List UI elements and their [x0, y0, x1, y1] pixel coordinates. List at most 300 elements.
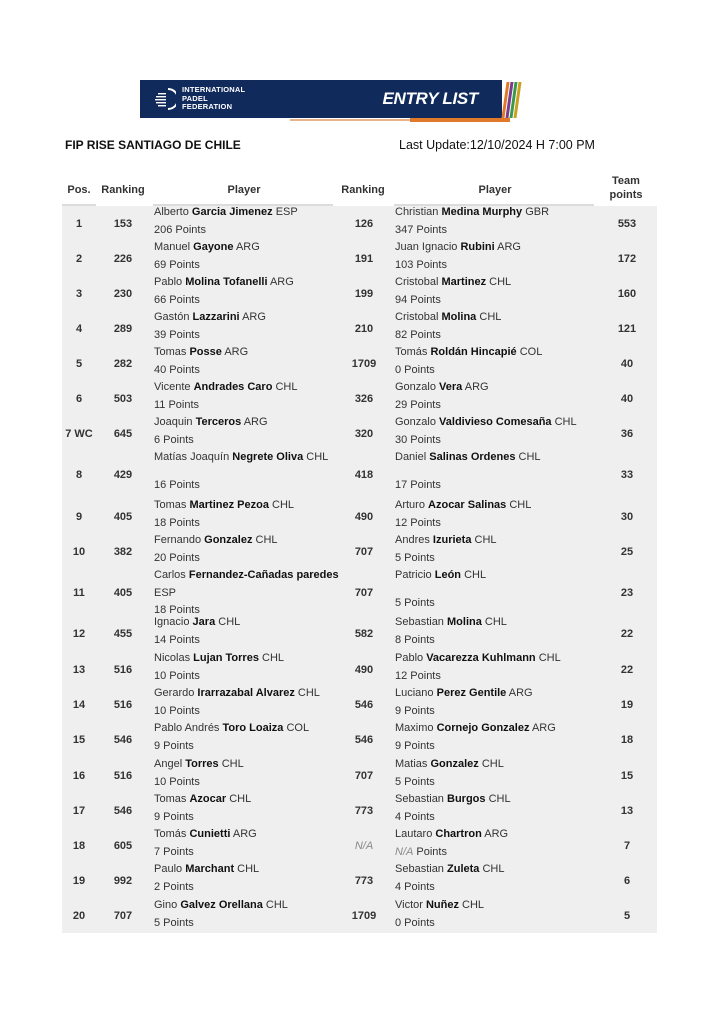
first-name: Pablo — [154, 276, 183, 288]
points-value: 10 Points — [154, 704, 200, 717]
player-name — [395, 897, 600, 915]
last-name: Martinez Pezoa — [189, 499, 269, 511]
team-points: 25 — [620, 546, 634, 558]
country-code: CHL — [538, 652, 561, 664]
team-points: 5 — [623, 910, 631, 922]
ranking-player-1: 455 — [113, 628, 133, 640]
position: 5 — [75, 358, 83, 370]
first-name: Fernando — [154, 534, 202, 546]
ranking-player-1: 546 — [113, 805, 133, 817]
player-points — [154, 222, 344, 240]
player-p2 — [395, 204, 600, 239]
ranking-player-2: 320 — [354, 428, 374, 440]
player-p2 — [395, 791, 600, 826]
ranking-player-2: 546 — [354, 734, 374, 746]
last-name: Gayone — [193, 241, 234, 253]
country-code: CHL — [221, 758, 244, 770]
player-p2 — [395, 274, 600, 309]
last-name: Nuñez — [425, 899, 459, 911]
position: 9 — [75, 511, 83, 523]
player-p1 — [154, 720, 344, 755]
country-code: CHL — [262, 652, 285, 664]
player-p1 — [154, 826, 344, 861]
points-value: 18 Points — [154, 516, 200, 529]
player-points — [154, 327, 344, 345]
player-p2 — [395, 449, 600, 494]
points-value: 18 Points — [154, 604, 200, 616]
country-code: ARG — [497, 241, 521, 253]
ranking-player-1: 546 — [113, 734, 133, 746]
player-points — [154, 550, 344, 568]
ranking-player-2: 490 — [354, 664, 374, 676]
last-name: Vacarezza Kuhlmann — [426, 652, 536, 664]
points-value: 40 Points — [154, 363, 200, 376]
player-p1 — [154, 861, 344, 896]
player-p2 — [395, 614, 600, 649]
team-points: 36 — [620, 428, 634, 440]
position: 20 — [72, 910, 86, 922]
player-name — [395, 414, 600, 432]
table-row — [62, 793, 657, 828]
table-row — [62, 616, 657, 652]
player-p1 — [154, 344, 344, 379]
country-code: ARG — [235, 241, 260, 253]
table-row — [62, 758, 657, 793]
points-value: 206 Points — [154, 223, 206, 236]
first-name: Maximo — [395, 722, 434, 734]
ranking-player-2: 490 — [354, 511, 374, 523]
country-code: CHL — [229, 793, 252, 805]
player-name — [395, 756, 600, 774]
first-name: Matias — [395, 758, 428, 770]
ranking-player-2: 418 — [354, 469, 374, 481]
last-name: Valdivieso Comesaña — [439, 416, 552, 428]
player-name — [154, 756, 344, 774]
points-value: 9 Points — [154, 810, 194, 823]
player-name — [395, 204, 600, 222]
ranking-player-1: 230 — [113, 288, 133, 300]
country-code: ARG — [464, 381, 489, 393]
player-p2 — [395, 344, 600, 379]
points-value: 14 Points — [154, 633, 200, 646]
player-p1 — [154, 650, 344, 685]
player-points — [395, 222, 600, 240]
team-points: 121 — [617, 323, 637, 335]
player-p2 — [395, 309, 600, 344]
last-name: Negrete Oliva — [232, 451, 304, 463]
player-p2 — [395, 826, 600, 861]
last-name: Zuleta — [447, 863, 480, 875]
banner-orange-stripe — [410, 118, 510, 122]
ranking-player-1: 405 — [113, 587, 133, 599]
player-p1 — [154, 497, 344, 532]
country-code: ARG — [269, 276, 294, 288]
player-points — [154, 703, 344, 721]
last-name: Burgos — [447, 793, 486, 805]
entry-list-title: ENTRY LIST — [382, 89, 478, 108]
ranking-player-1: 516 — [113, 664, 133, 676]
last-name: Vera — [439, 381, 463, 393]
last-name: Terceros — [195, 416, 242, 428]
player-p1 — [154, 756, 344, 791]
player-p2 — [395, 897, 600, 932]
team-points: 22 — [620, 628, 634, 640]
player-p2 — [395, 650, 600, 685]
first-name: Gonzalo — [395, 381, 436, 393]
last-name: Roldán Hincapié — [430, 346, 517, 358]
table-row — [62, 241, 657, 276]
position: 10 — [72, 546, 86, 558]
tournament-name: FIP RISE SANTIAGO DE CHILE — [65, 138, 241, 152]
team-points: 6 — [623, 875, 631, 887]
position: 13 — [72, 664, 86, 676]
player-p1 — [154, 204, 344, 239]
team-points: 40 — [620, 393, 634, 405]
position: 8 — [75, 469, 83, 481]
ranking-player-2: 1709 — [351, 358, 377, 370]
table-row — [62, 276, 657, 311]
first-name: Lautaro — [395, 828, 433, 840]
country-code: CHL — [275, 381, 298, 393]
last-name: Perez Gentile — [436, 687, 507, 699]
ranking-player-2: N/A — [354, 840, 374, 852]
player-name — [395, 309, 600, 327]
player-points — [395, 595, 600, 613]
player-name — [395, 532, 600, 550]
team-points: 19 — [620, 699, 634, 711]
player-points — [395, 915, 600, 933]
last-name: Jara — [192, 616, 216, 628]
last-name: Galvez Orellana — [180, 899, 263, 911]
player-p2 — [395, 685, 600, 720]
player-p1 — [154, 414, 344, 449]
player-points — [395, 362, 600, 380]
last-name: Molina — [447, 616, 482, 628]
ranking-player-1: 516 — [113, 699, 133, 711]
points-value: 5 Points — [395, 775, 435, 788]
country-code: ESP — [275, 206, 298, 218]
first-name: Arturo — [395, 499, 425, 511]
ranking-player-2: 210 — [354, 323, 374, 335]
ranking-player-1: 382 — [113, 546, 133, 558]
header-ranking-2: Ranking — [341, 184, 385, 196]
country-code: CHL — [218, 616, 241, 628]
points-value: 29 Points — [395, 398, 441, 411]
last-name: Toro Loaiza — [222, 722, 284, 734]
player-p2 — [395, 567, 600, 612]
last-name: Andrades Caro — [193, 381, 273, 393]
player-name — [154, 274, 344, 292]
player-points — [395, 632, 600, 650]
player-name — [395, 791, 600, 809]
player-points — [154, 738, 344, 756]
points-value: 0 Points — [395, 916, 435, 929]
player-p1 — [154, 449, 344, 494]
player-name — [154, 414, 344, 432]
points-value: 9 Points — [395, 739, 435, 752]
ranking-player-2: 126 — [354, 218, 374, 230]
player-name — [395, 274, 600, 292]
player-p2 — [395, 379, 600, 414]
position: 7 WC — [65, 428, 93, 440]
fip-logo-text: INTERNATIONAL PADEL FEDERATION — [182, 85, 246, 111]
player-name — [395, 567, 600, 585]
last-name: Cunietti — [189, 828, 231, 840]
first-name: Pablo Andrés — [154, 722, 220, 734]
country-code: ARG — [242, 311, 266, 323]
last-name: Salinas Ordenes — [429, 451, 516, 463]
last-name: Posse — [189, 346, 222, 358]
player-name — [395, 861, 600, 879]
player-points — [395, 550, 600, 568]
country-code: ARG — [243, 416, 268, 428]
player-p1 — [154, 274, 344, 309]
points-value: 66 Points — [154, 293, 200, 306]
first-name: Alberto — [154, 206, 189, 218]
player-name — [395, 497, 600, 515]
last-name: Torres — [185, 758, 219, 770]
player-p1 — [154, 532, 344, 567]
last-update: Last Update:12/10/2024 H 7:00 PM — [399, 138, 595, 152]
last-name: Izurieta — [432, 534, 472, 546]
points-value: 12 Points — [395, 516, 441, 529]
player-p1 — [154, 897, 344, 932]
player-points — [154, 844, 344, 862]
first-name: Tomas — [154, 793, 187, 805]
country-code: CHL — [297, 687, 320, 699]
country-code: COL — [286, 722, 310, 734]
position: 16 — [72, 770, 86, 782]
first-name: Daniel — [395, 451, 427, 463]
first-name: Ignacio — [154, 616, 190, 628]
player-points — [154, 668, 344, 686]
table-row — [62, 652, 657, 687]
points-value: 11 Points — [154, 398, 200, 411]
country-code: CHL — [464, 569, 487, 581]
player-name — [154, 497, 344, 515]
ranking-player-1: 992 — [113, 875, 133, 887]
ranking-player-2: 707 — [354, 587, 374, 599]
player-points — [154, 397, 344, 415]
last-name: Azocar Salinas — [428, 499, 507, 511]
country-code: ARG — [484, 828, 509, 840]
country-code: ESP — [154, 586, 177, 599]
last-name: Cornejo Gonzalez — [436, 722, 530, 734]
first-name: Tomas — [154, 499, 187, 511]
country-code: ARG — [224, 346, 249, 358]
team-points: 40 — [620, 358, 634, 370]
first-name: Nicolas — [154, 652, 191, 664]
last-name: Gonzalez — [204, 534, 253, 546]
player-name — [154, 826, 344, 844]
first-name: Patricio — [395, 569, 432, 581]
table-row — [62, 206, 657, 241]
position: 19 — [72, 875, 86, 887]
player-p1 — [154, 379, 344, 414]
position: 3 — [75, 288, 83, 300]
country-code: CHL — [474, 534, 497, 546]
player-p1 — [154, 791, 344, 826]
position: 2 — [75, 253, 83, 265]
points-value: 82 Points — [395, 328, 441, 341]
first-name: Tomás — [395, 346, 428, 358]
first-name: Pablo — [395, 652, 424, 664]
table-row — [62, 499, 657, 534]
position: 4 — [75, 323, 83, 335]
player-points — [395, 477, 600, 495]
player-name — [395, 449, 600, 467]
points-value: 347 Points — [395, 223, 447, 236]
first-name: Tomás — [154, 828, 187, 840]
player-name — [395, 685, 600, 703]
player-p2 — [395, 861, 600, 896]
first-name: Tomas — [154, 346, 187, 358]
team-points: 23 — [620, 587, 634, 599]
points-value: 17 Points — [395, 478, 441, 491]
ranking-player-1: 405 — [113, 511, 133, 523]
last-name: Rubini — [460, 241, 495, 253]
player-points — [395, 844, 600, 862]
table-row — [62, 381, 657, 416]
last-name: Fernandez-Cañadas paredes — [188, 569, 339, 581]
position: 14 — [72, 699, 86, 711]
country-code: ARG — [232, 828, 257, 840]
player-points — [154, 632, 344, 650]
first-name: Sebastian — [395, 863, 444, 875]
points-value: 0 Points — [395, 363, 435, 376]
header-ranking-1: Ranking — [101, 184, 145, 196]
banner-color-stripes — [502, 82, 522, 120]
country-code: COL — [519, 346, 543, 358]
table-row — [62, 569, 657, 616]
ranking-player-1: 516 — [113, 770, 133, 782]
player-p2 — [395, 497, 600, 532]
team-points: 33 — [620, 469, 634, 481]
country-code: CHL — [489, 276, 512, 288]
points-value: 9 Points — [154, 739, 194, 752]
first-name: Victor — [395, 899, 423, 911]
player-name — [154, 861, 344, 879]
ranking-player-2: 582 — [354, 628, 374, 640]
player-name — [395, 344, 600, 362]
player-points — [154, 362, 344, 380]
country-code: CHL — [479, 311, 502, 323]
header-team-points: Team points — [609, 175, 643, 201]
country-code: CHL — [488, 793, 511, 805]
points-value: 5 Points — [395, 596, 435, 609]
player-name — [154, 344, 344, 362]
table-row — [62, 311, 657, 346]
player-name — [154, 239, 344, 257]
position: 1 — [75, 218, 83, 230]
first-name: Angel — [154, 758, 183, 770]
table-row — [62, 346, 657, 381]
table-row — [62, 534, 657, 569]
table-row — [62, 899, 657, 933]
country-code: CHL — [554, 416, 577, 428]
first-name: Gino — [154, 899, 178, 911]
points-value: 30 Points — [395, 433, 441, 446]
ranking-player-2: 707 — [354, 546, 374, 558]
position: 18 — [72, 840, 86, 852]
player-points — [395, 327, 600, 345]
ranking-player-2: 546 — [354, 699, 374, 711]
last-name: Medina Murphy — [441, 206, 523, 218]
player-name — [154, 309, 344, 327]
country-code: CHL — [237, 863, 260, 875]
team-points: 22 — [620, 664, 634, 676]
last-name: Molina Tofanelli — [185, 276, 268, 288]
player-p1 — [154, 239, 344, 274]
points-value: 103 Points — [395, 258, 447, 271]
player-name — [395, 614, 600, 632]
player-points — [395, 703, 600, 721]
last-name: Martinez — [441, 276, 487, 288]
player-points — [154, 915, 344, 933]
player-name — [154, 449, 344, 467]
header-player-1: Player — [227, 184, 261, 196]
entry-list-banner — [140, 80, 522, 122]
player-points — [395, 774, 600, 792]
position: 17 — [72, 805, 86, 817]
country-code: ARG — [531, 722, 556, 734]
last-name: Garcia Jimenez — [191, 206, 273, 218]
last-name: Azocar — [189, 793, 227, 805]
first-name: Manuel — [154, 241, 191, 253]
ranking-player-1: 707 — [113, 910, 133, 922]
last-name: Lazzarini — [192, 311, 240, 323]
last-name: Lujan Torres — [193, 652, 259, 664]
points-value: 94 Points — [395, 293, 441, 306]
player-points — [395, 432, 600, 450]
team-points: 160 — [617, 288, 637, 300]
player-points — [154, 432, 344, 450]
first-name: Matías Joaquín — [154, 451, 230, 463]
country-code: CHL — [265, 899, 288, 911]
position: 15 — [72, 734, 86, 746]
ranking-player-1: 153 — [113, 218, 133, 230]
ranking-player-1: 645 — [113, 428, 133, 440]
player-p2 — [395, 532, 600, 567]
table-row — [62, 451, 657, 499]
player-points — [154, 515, 344, 533]
player-name — [154, 532, 344, 550]
ranking-player-2: 199 — [354, 288, 374, 300]
table-row — [62, 828, 657, 863]
points-value: 16 Points — [154, 478, 200, 491]
ranking-player-1: 429 — [113, 469, 133, 481]
first-name: Gastón — [154, 311, 190, 323]
player-name — [154, 614, 344, 632]
player-p1 — [154, 614, 344, 649]
points-na: N/A — [395, 845, 414, 858]
player-name — [154, 650, 344, 668]
last-name: Chartron — [435, 828, 482, 840]
team-points: 172 — [617, 253, 637, 265]
player-p2 — [395, 756, 600, 791]
points-value: 12 Points — [395, 669, 441, 682]
ranking-player-1: 503 — [113, 393, 133, 405]
country-code: CHL — [509, 499, 532, 511]
first-name: Gonzalo — [395, 416, 436, 428]
ranking-player-1: 289 — [113, 323, 133, 335]
points-value: Points — [416, 845, 447, 858]
position: 11 — [73, 587, 85, 599]
points-value: 39 Points — [154, 328, 200, 341]
fip-logo-icon — [154, 88, 176, 110]
player-name — [154, 791, 344, 809]
player-p1 — [154, 567, 344, 620]
